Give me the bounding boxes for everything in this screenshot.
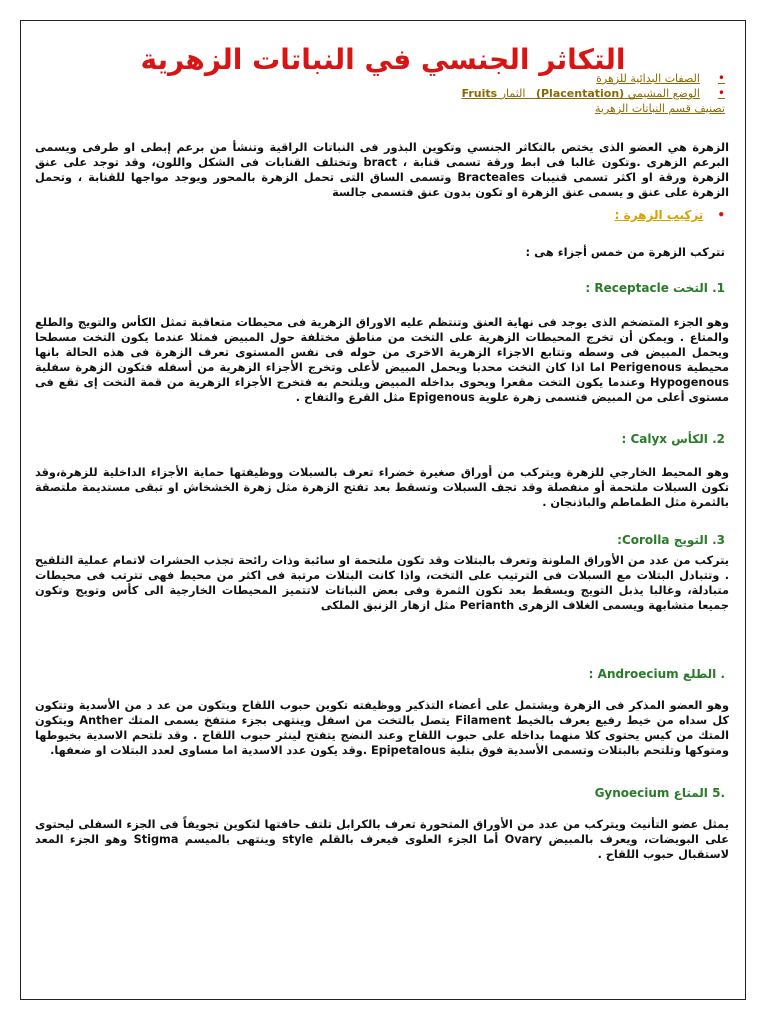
- bullet-icon: •: [717, 86, 725, 100]
- heading-corolla: 3. التويج Corolla:: [617, 533, 725, 547]
- page-frame: [20, 20, 746, 1000]
- toc-item-placentation[interactable]: •الوضع المشيمي (Placentation) الثمار Fruits: [461, 86, 725, 100]
- bullet-icon: •: [717, 71, 725, 85]
- toc-item-classification[interactable]: تصنيف قسم النباتات الزهرية: [595, 102, 725, 115]
- paragraph-corolla: يتركب من عدد من الأوراق الملونة وتعرف بالبتلات وقد تكون ملتحمة او سائبة وذات رائحة تجذب الحشرات لاتمام عملية التلقيح . وتتبادل البتلات مع السبلات فى الترتيب على التخت، واذا كانت البتلات مرتبة فى اكثر من محيط فهى تترتب فى محيطات متبادلة، وغالبا يذبل التويج ويسقط بعد تكون الثمرة وفى بعض النباتات لاتتميز المحيطات الخارجية الى كأس وتويج وتكون جميعا متشابهة ويسمى الغلاف الزهرى Perianth مثل ازهار الزنبق الملكى: [35, 554, 729, 612]
- bullet-icon: •: [717, 208, 725, 222]
- heading-calyx: 2. الكأس Calyx :: [621, 432, 725, 446]
- section-heading-structure: •تركيب الزهرة :: [614, 208, 725, 222]
- heading-receptacle: 1. التخت Receptacle :: [585, 281, 725, 295]
- heading-gynoecium: .5 المتاع Gynoecium: [594, 786, 725, 800]
- table-of-contents: [462, 71, 725, 116]
- paragraph-gynoecium: يمثل عضو التأنيث ويتركب من عدد من الأوراق المتحورة تعرف بالكرابل تلتف حافتها لتكوين تجويفاً فى الجزء السفلى ليحتوى على البويضات، ويعرف بالمبيض Ovary أما الجزء العلوى فيعرف بالقلم style وينتهى بالميسم Stigma وهو الجزء المعد لاستقبال حبوب اللقاح .: [35, 818, 730, 861]
- paragraph-androecium: وهو العضو المذكر فى الزهرة ويشتمل على أعضاء التذكير ووظيفته تكوين حبوب اللقاح ويتكون من عد د من الأسدية وتتكون كل سداه من خيط رفيع يعرف بالخيط Filament يتصل بالتخت من اسفل وينتهى بجزء منتفخ يسمى المتك Anther ويتكون المتك من كيس يحتوى كلا منهما بداخله على حبوب اللقاح وعند النضج يتفتح لينثر حبوب اللقاح . وقد تلتحم الاسدية بخيوطها ومتوكها وتلتحم بالبتلات وتسمى الأسدية فوق بتلية Epipetalous .وقد يكون عدد الاسدية اما مساوى لعدد البتلات او ضعفها.: [35, 699, 729, 757]
- intro-five-parts: تتركب الزهرة من خمس أجزاء هى :: [525, 245, 725, 259]
- toc-item-primitive-traits[interactable]: •الصفات البدائية للزهرة: [596, 71, 725, 85]
- page-title: التكاثر الجنسي في النباتات الزهرية: [140, 43, 626, 76]
- heading-androecium: . الطلع Androecium :: [588, 667, 725, 681]
- paragraph-calyx: وهو المحيط الخارجي للزهرة ويتركب من أوراق صغيرة خضراء تعرف بالسبلات ووظيفتها حماية الأجزاء الداخلية للزهرة،وقد تكون السبلات ملتحمة أو منفصلة وقد تجف السبلات وتسقط بعد تفتح الزهرة مثل زهرة الخشخاش او تبقى مستديمة ملتصقة بالثمرة مثل الطماطم والباذنجان .: [35, 466, 729, 509]
- paragraph-receptacle: وهو الجزء المتضخم الذى يوجد فى نهاية العنق وتنتظم عليه الاوراق الزهرية فى محيطات متعاقبة تمثل الكأس والتويج والطلع والمتاع . ويمكن أن تخرج المحيطات الزهرية على التخت من مناطق مختلفة حول المبيض فمثلا عندما يكون التخت مسطحا ويحمل المبيض فى وسطه وتتابع الاجزاء الزهرية الاخرى من حوله فى نفس المستوى تعرف الزهرة فى هذه الحالة بانها محيطية Perigenous اما اذا كان التخت محدبا ويحمل المبيض لأعلى وتخرج الأجزاء الزهرية من أسفله فتكون الزهرة سفلية Hypogenous وعندما يكون التخت مقعرا ويحوى بداخله المبيض ويلتحم به فتخرج الأجزاء الزهرية من قمة التخت إى تقع فى مستوى أعلى من المبيض فتسمى زهرة علوية Epigenous مثل القرع والتفاح .: [35, 316, 729, 404]
- paragraph-flower-definition: الزهرة هي العضو الذى يختص بالتكاثر الجنسي وتكوين البذور فى النباتات الراقية وتنشأ من برعم إبطى او طرفى ويسمى البرعم الزهرى .وتكون غالبا فى ابط ورقة تسمى قنابة ، bract وتختلف القنابات فى الشكل واللون، وقد توجد على عنق الزهرة ورقة او اكثر تسمى قنيبات Bracteales وتسمى الساق التى تحمل الزهرة بالمحور ويوجد مواجها للقنابة ، وتحمل الزهرة على عنق و يسمى عنق الزهرة او تكون بدون عنق فتسمى جالسة: [35, 141, 729, 199]
